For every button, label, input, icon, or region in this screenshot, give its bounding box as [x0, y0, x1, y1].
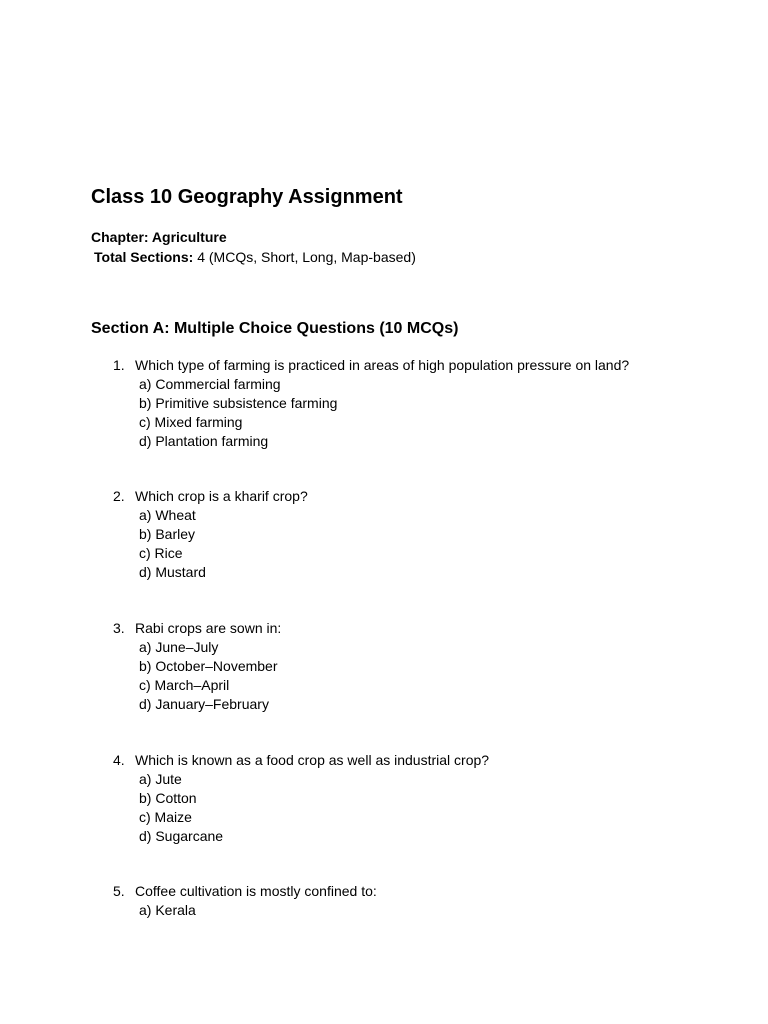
question-stem [113, 356, 629, 375]
question-number: 1. [113, 357, 125, 373]
option-d: d) January–February [139, 696, 269, 712]
option-a: a) Kerala [139, 902, 196, 918]
option-d: d) Mustard [139, 564, 206, 580]
question-number: 3. [113, 620, 125, 636]
question-stem [113, 751, 489, 770]
question-stem [113, 619, 281, 638]
question-stem [113, 487, 308, 506]
option-b: b) Barley [139, 526, 196, 542]
question-5 [113, 882, 377, 920]
document-title: Class 10 Geography Assignment [91, 186, 403, 208]
option-c: c) Rice [139, 545, 183, 561]
option-d: d) Plantation farming [139, 433, 269, 449]
question-text: Coffee cultivation is mostly confined to: [135, 883, 377, 899]
question-2 [113, 487, 308, 582]
option-c: c) March–April [139, 677, 230, 693]
section-a-heading: Section A: Multiple Choice Questions (10 MCQs) [91, 320, 459, 337]
question-text: Which type of farming is practiced in areas of high population pressure on land? [135, 357, 630, 373]
option-a: a) June–July [139, 639, 219, 655]
option-a: a) Wheat [139, 507, 196, 523]
question-text: Rabi crops are sown in: [135, 620, 282, 636]
option-d: d) Sugarcane [139, 828, 224, 844]
option-list [113, 506, 308, 582]
option-c: c) Mixed farming [139, 414, 243, 430]
question-text: Which is known as a food crop as well as industrial crop? [135, 752, 490, 768]
option-list [113, 638, 281, 714]
option-b: b) Primitive subsistence farming [139, 395, 338, 411]
question-number: 2. [113, 488, 125, 504]
option-a: a) Jute [139, 771, 182, 787]
option-list [113, 770, 489, 846]
question-number: 4. [113, 752, 125, 768]
question-stem [113, 882, 377, 901]
question-3 [113, 619, 281, 714]
option-b: b) October–November [139, 658, 278, 674]
option-list [113, 901, 377, 920]
question-1 [113, 356, 629, 451]
option-list [113, 375, 629, 451]
total-sections-value: 4 (MCQs, Short, Long, Map-based) [193, 249, 416, 265]
option-b: b) Cotton [139, 790, 197, 806]
option-c: c) Maize [139, 809, 192, 825]
option-a: a) Commercial farming [139, 376, 281, 392]
question-text: Which crop is a kharif crop? [135, 488, 308, 504]
chapter-line: Chapter: Agriculture [91, 229, 227, 245]
question-4 [113, 751, 489, 846]
total-sections-line [94, 248, 416, 266]
question-number: 5. [113, 883, 125, 899]
total-sections-label: Total Sections: [94, 249, 194, 265]
